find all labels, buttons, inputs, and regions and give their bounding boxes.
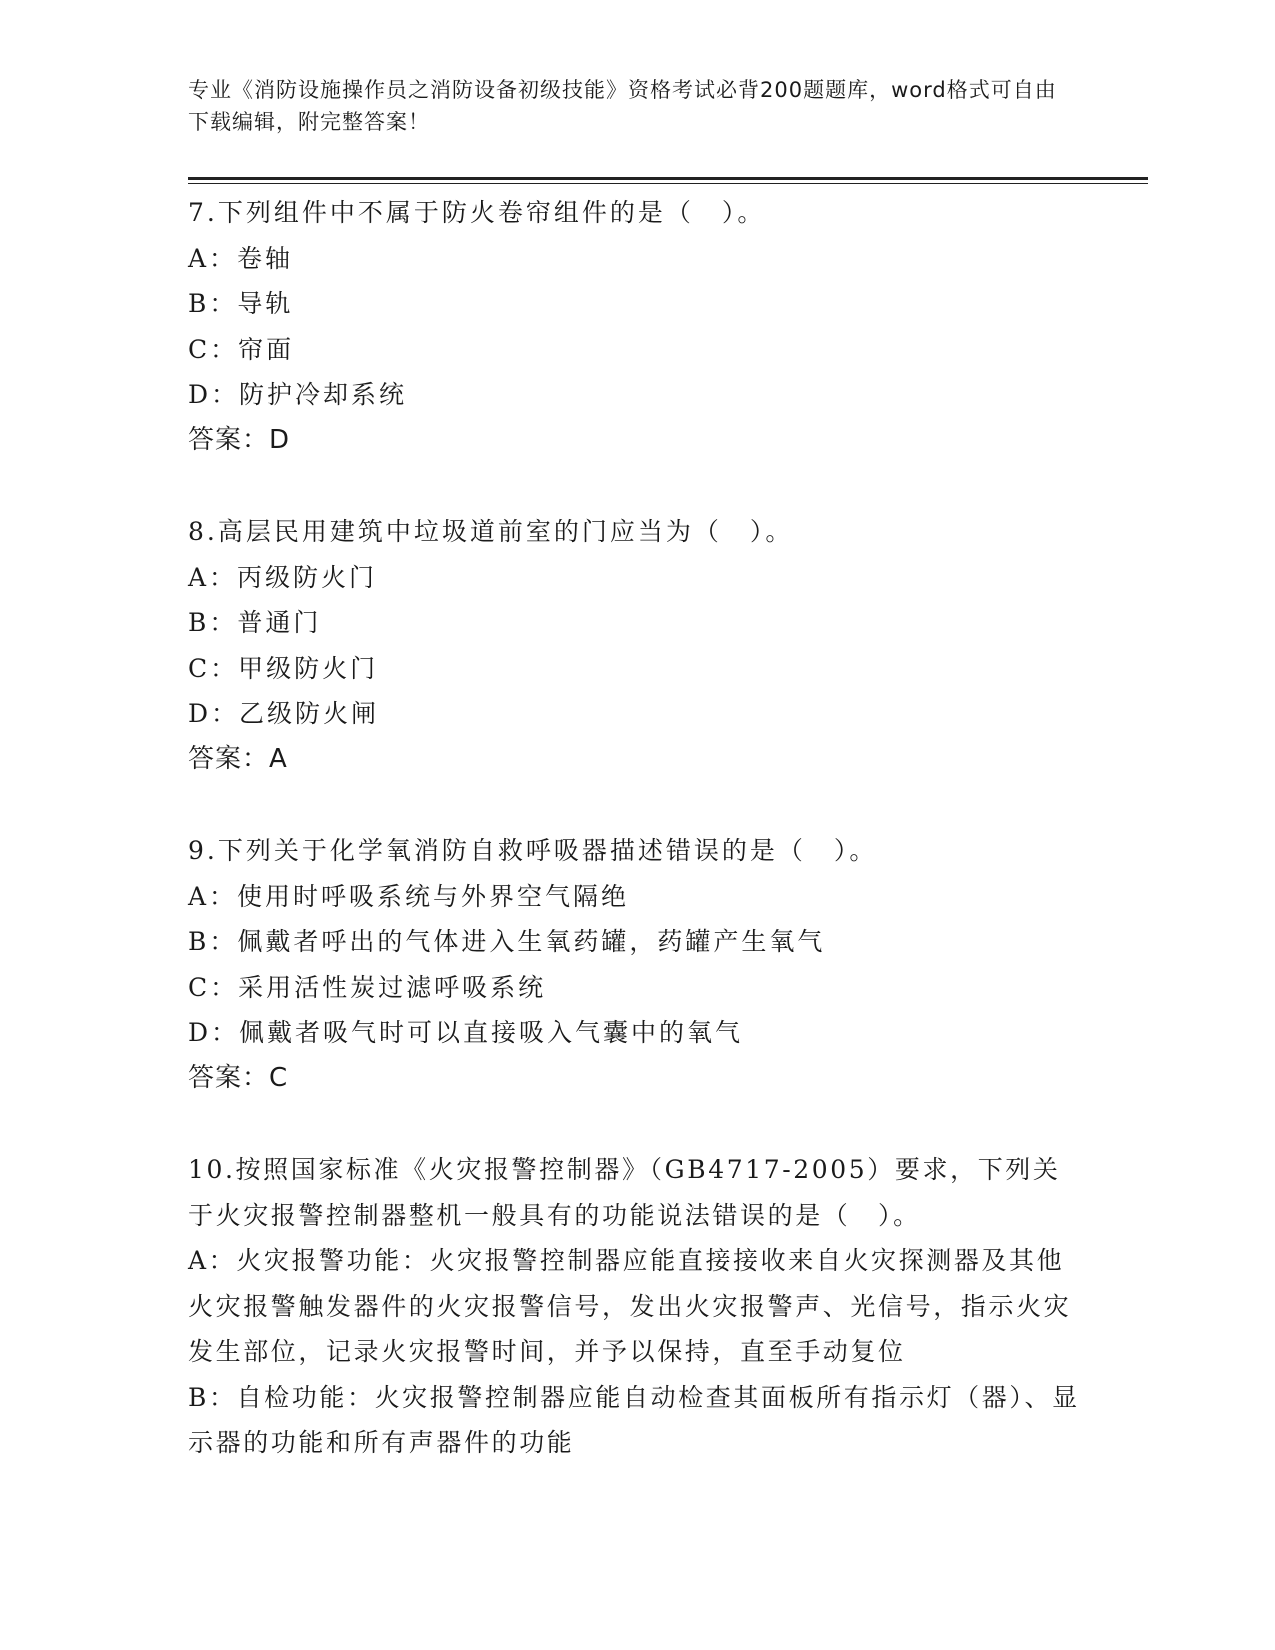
question-text: 10.按照国家标准《火灾报警控制器》（GB4717-2005）要求，下列关于火灾报警控制器整机一般具有的功能说法错误的是（ ）。 <box>188 1155 1061 1230</box>
option-d: D：乙级防火闸 <box>188 699 380 728</box>
answer: 答案：D <box>188 424 291 455</box>
question-10 <box>188 1147 1088 1466</box>
document-header: 专业《消防设施操作员之消防设备初级技能》资格考试必背200题题库，word格式可自由下载编辑，附完整答案！ <box>188 78 1057 134</box>
header-divider-thin <box>188 183 1148 184</box>
question-7 <box>188 190 1088 463</box>
option-a: A：火灾报警功能：火灾报警控制器应能直接接收来自火灾探测器及其他火灾报警触发器件的火灾报警信号，发出火灾报警声、光信号，指示火灾发生部位，记录火灾报警时间，并予以保持，直至手动复位 <box>188 1246 1072 1366</box>
answer: 答案：A <box>188 743 288 774</box>
question-text: 8.高层民用建筑中垃圾道前室的门应当为（ ）。 <box>188 517 794 546</box>
question-text: 9.下列关于化学氧消防自救呼吸器描述错误的是（ ）。 <box>188 836 878 865</box>
option-a: A：丙级防火门 <box>188 562 378 592</box>
question-9 <box>188 828 1088 1101</box>
option-d: D：佩戴者吸气时可以直接吸入气囊中的氧气 <box>188 1018 744 1047</box>
option-b: B：佩戴者呼出的气体进入生氧药罐，药罐产生氧气 <box>188 927 826 956</box>
option-c: C：采用活性炭过滤呼吸系统 <box>188 972 547 1002</box>
option-b: B：导轨 <box>188 289 294 318</box>
option-a: A：卷轴 <box>188 243 294 273</box>
option-a: A：使用时呼吸系统与外界空气隔绝 <box>188 881 630 911</box>
question-8 <box>188 509 1088 782</box>
option-b: B：普通门 <box>188 608 322 637</box>
header-divider-thick <box>188 177 1148 180</box>
option-c: C：帘面 <box>188 334 295 364</box>
question-list <box>188 190 1088 1512</box>
question-text: 7.下列组件中不属于防火卷帘组件的是（ ）。 <box>188 198 766 227</box>
answer: 答案：C <box>188 1062 289 1093</box>
option-b: B：自检功能：火灾报警控制器应能自动检查其面板所有指示灯（器）、显示器的功能和所有声器件的功能 <box>188 1382 1080 1457</box>
option-d: D：防护冷却系统 <box>188 380 408 409</box>
option-c: C：甲级防火门 <box>188 653 379 683</box>
